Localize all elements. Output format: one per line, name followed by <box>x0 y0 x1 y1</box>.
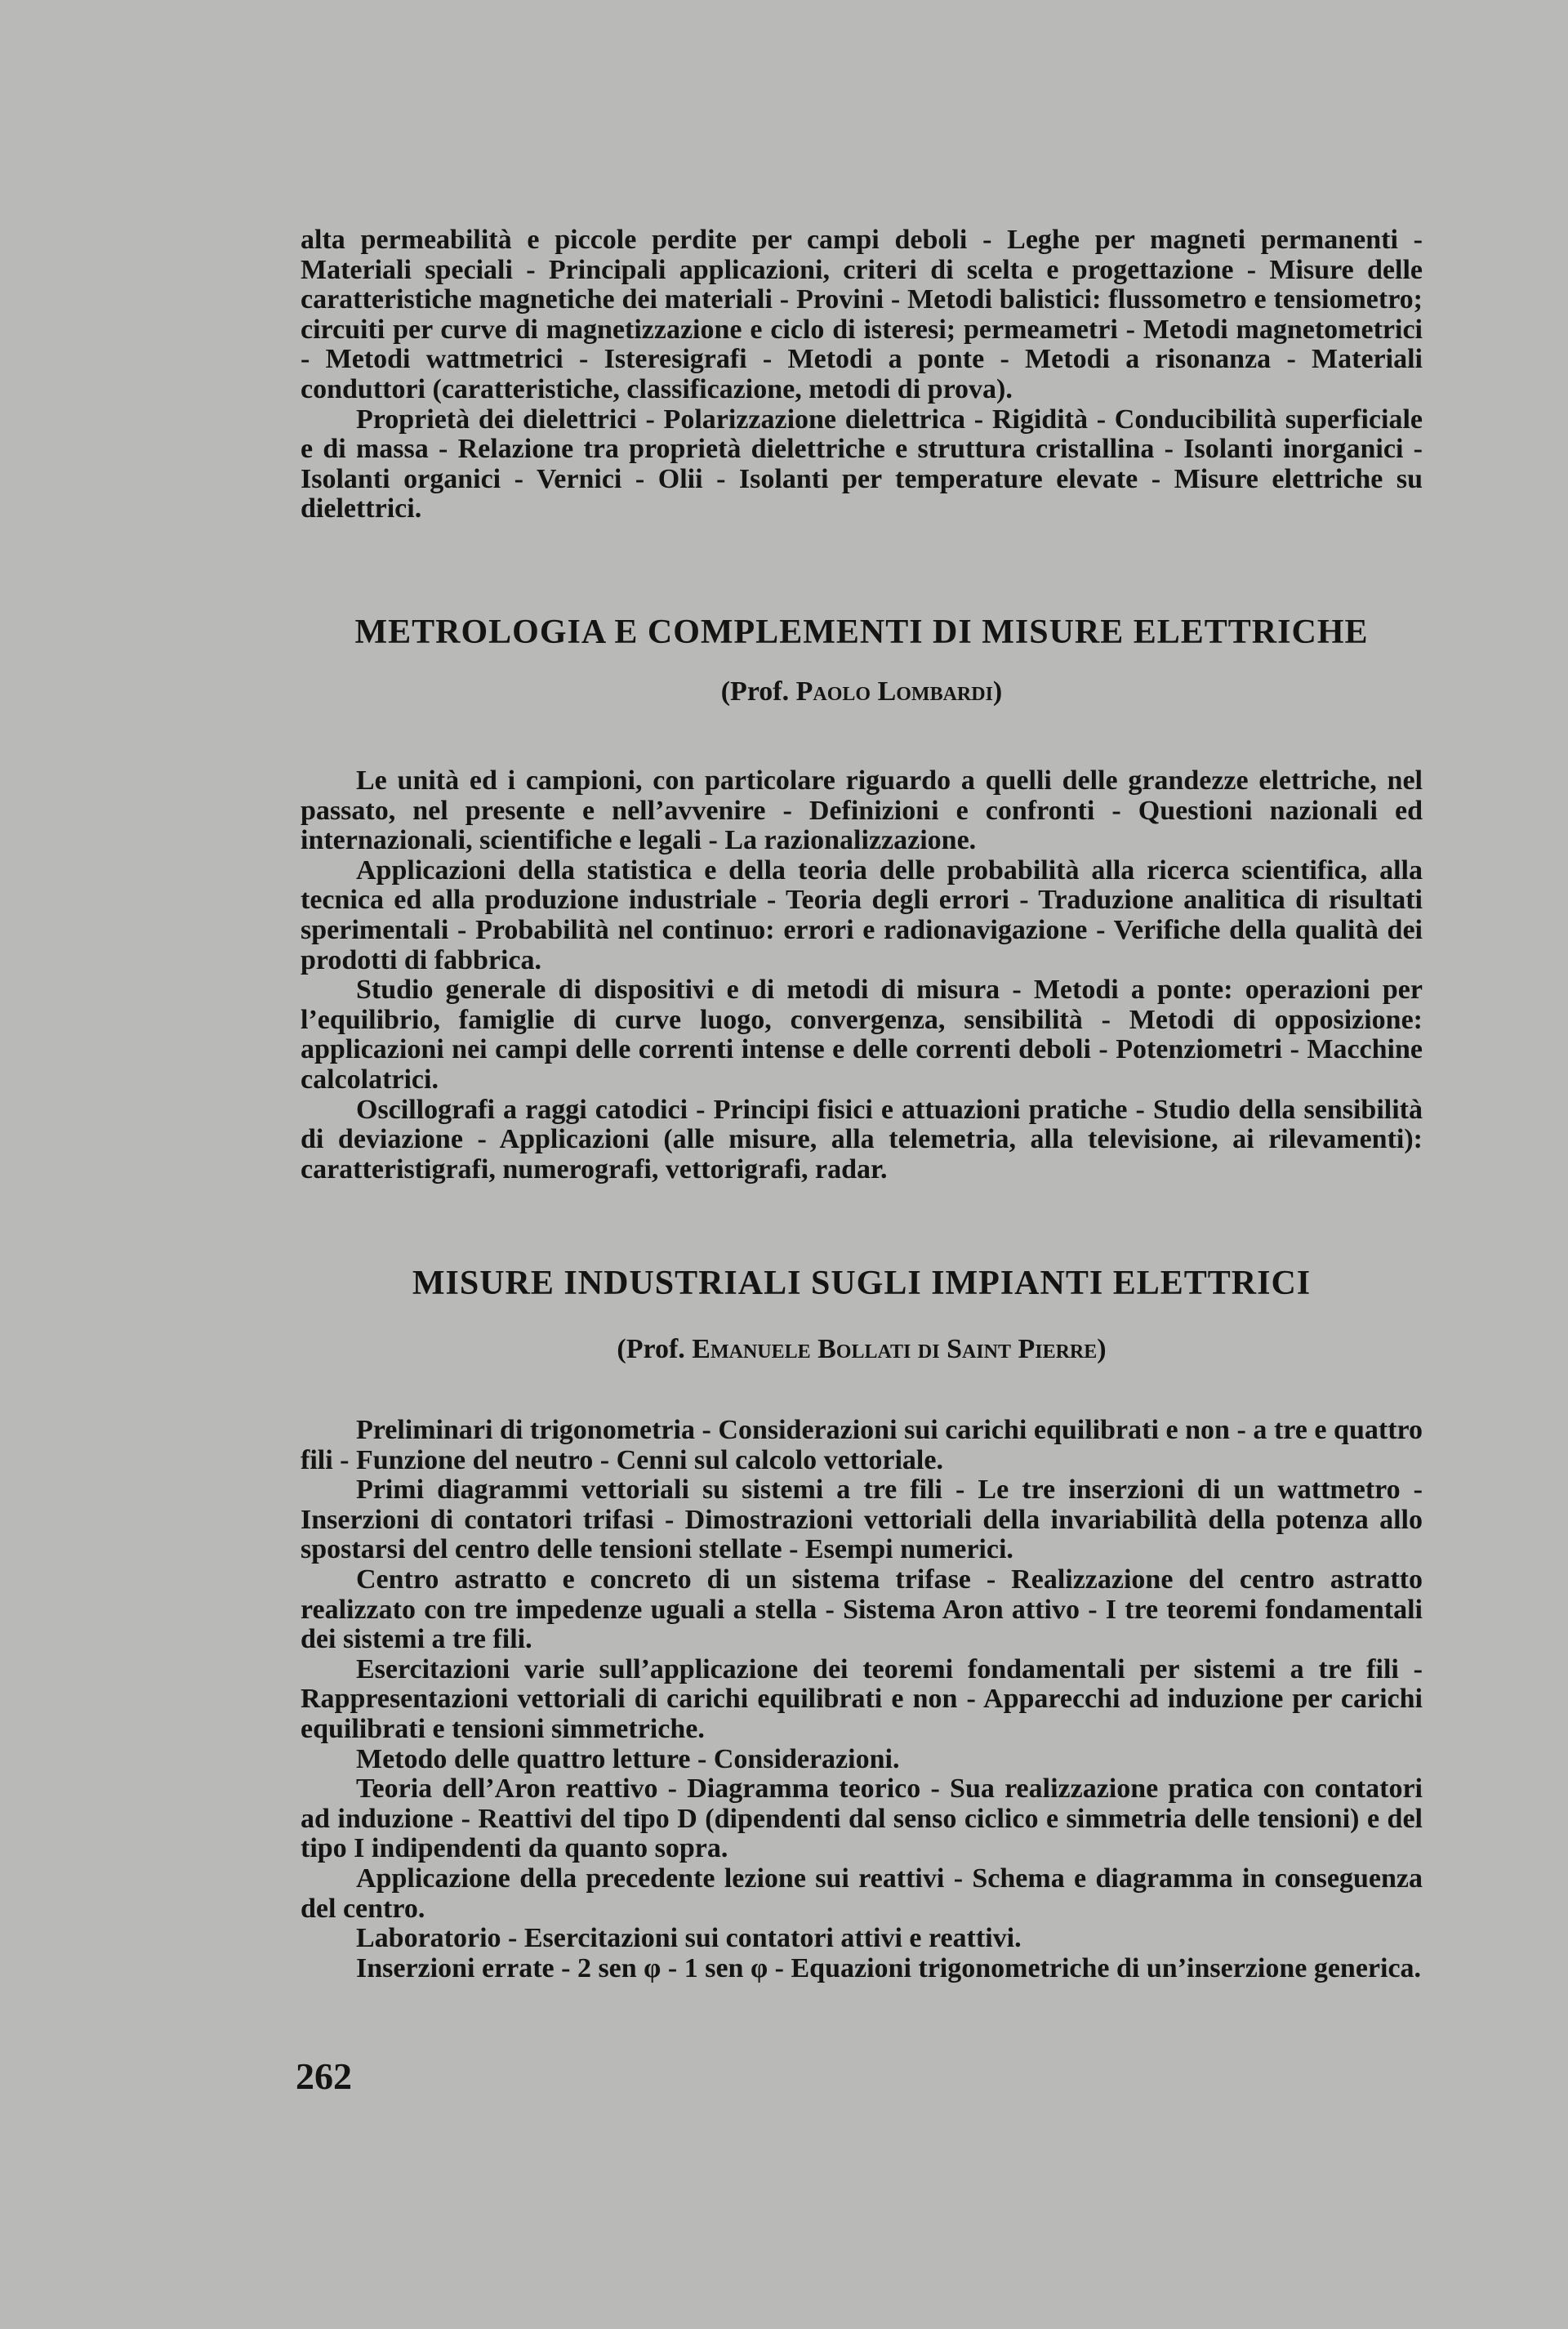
professor-name: Emanuele Bollati di Saint Pierre <box>692 1334 1098 1364</box>
paragraph: Le unità ed i campioni, con particolare riguardo a quelli delle grandezze elettriche, nel passato, nel presente e nell’avvenire - Definizioni e confronti - Questioni nazionali ed internazionali, scientifiche e legali - La razionalizzazione. <box>301 765 1423 856</box>
professor-name: Paolo Lombardi <box>795 676 993 707</box>
section-title-metrologia: METROLOGIA E COMPLEMENTI DI MISURE ELETTRICHE <box>354 613 1369 651</box>
professor-line-metrologia: (Prof. Paolo Lombardi) <box>720 676 1003 707</box>
paragraph: Proprietà dei dielettrici - Polarizzazione dielettrica - Rigidità - Conducibilità superficiale e di massa - Relazione tra proprietà dielettriche e struttura cristallina - Isolanti inorganici - Isolanti organici - Vernici - Olii - Isolanti per temperature elevate - Misure elettriche su dielettrici. <box>301 404 1423 524</box>
paragraph: Centro astratto e concreto di un sistema trifase - Realizzazione del centro astratto realizzato con tre impedenze uguali a stella - Sistema Aron attivo - I tre teoremi fondamentali dei sistemi a tre fili. <box>301 1564 1423 1655</box>
paragraph: Oscillografi a raggi catodici - Principi fisici e attuazioni pratiche - Studio della sensibilità di deviazione - Applicazioni (alle misure, alla telemetria, alla televisione, ai rilevamenti): caratteristigrafi, numerografi, vettorigrafi, radar. <box>301 1094 1423 1185</box>
paragraph: Primi diagrammi vettoriali su sistemi a tre fili - Le tre inserzioni di un wattmetro - Inserzioni di contatori trifasi - Dimostrazioni vettoriali della invariabilità della potenza allo spostarsi del centro delle tensioni stellate - Esempi numerici. <box>301 1475 1423 1565</box>
paragraph: Esercitazioni varie sull’applicazione dei teoremi fondamentali per sistemi a tre fili - Rappresentazioni vettoriali di carichi equilibrati e non - Apparecchi ad induzione per carichi equilibrati e tensioni simmetriche. <box>301 1653 1423 1744</box>
metrologia-text <box>301 766 1423 1185</box>
section-title-misure: MISURE INDUSTRIALI SUGLI IMPIANTI ELETTRICI <box>412 1265 1312 1302</box>
paragraph: alta permeabilità e piccole perdite per campi deboli - Leghe per magneti permanenti - Materiali speciali - Principali applicazioni, criteri di scelta e progettazione - Misure delle caratteristiche magnetiche dei materiali - Provini - Metodi balistici: flussometro e tensiometro; circuiti per curve di magnetizzazione e ciclo di isteresi; permeametri - Metodi magnetometrici - Metodi wattmetrici - Isteresigrafi - Metodi a ponte - Metodi a risonanza - Materiali conduttori (caratteristiche, classificazione, metodi di prova). <box>301 225 1423 404</box>
professor-line-misure: (Prof. Emanuele Bollati di Saint Pierre) <box>617 1334 1107 1364</box>
intro-text <box>301 225 1423 524</box>
paragraph: Preliminari di trigonometria - Considerazioni sui carichi equilibrati e non - a tre e quattro fili - Funzione del neutro - Cenni sul calcolo vettoriale. <box>301 1415 1423 1475</box>
page-number: 262 <box>296 2055 352 2097</box>
paragraph: Metodo delle quattro letture - Considerazioni. <box>356 1743 900 1774</box>
paragraph: Studio generale di dispositivi e di metodi di misura - Metodi a ponte: operazioni per l’equilibrio, famiglie di curve luogo, convergenza, sensibilità - Metodi di opposizione: applicazioni nei campi delle correnti intense e delle correnti deboli - Potenziometri - Macchine calcolatrici. <box>301 975 1423 1095</box>
paragraph: Teoria dell’Aron reattivo - Diagramma teorico - Sua realizzazione pratica con contatori ad induzione - Reattivi del tipo D (dipendenti dal senso ciclico e simmetria delle tensioni) e del tipo I indipendenti da quanto sopra. <box>301 1774 1423 1864</box>
paragraph: Applicazioni della statistica e della teoria delle probabilità alla ricerca scientifica, alla tecnica ed alla produzione industriale - Teoria degli errori - Traduzione analitica di risultati sperimentali - Probabilità nel continuo: errori e radionavigazione - Verifiche della qualità dei prodotti di fabbrica. <box>301 854 1423 975</box>
paragraph: Laboratorio - Esercitazioni sui contatori attivi e reattivi. <box>356 1923 1022 1954</box>
misure-text <box>301 1416 1423 1983</box>
paragraph: Inserzioni errate - 2 sen φ - 1 sen φ - Equazioni trigonometriche di un’inserzione generica. <box>356 1952 1422 1983</box>
paragraph: Applicazione della precedente lezione sui reattivi - Schema e diagramma in conseguenza del centro. <box>301 1863 1423 1924</box>
